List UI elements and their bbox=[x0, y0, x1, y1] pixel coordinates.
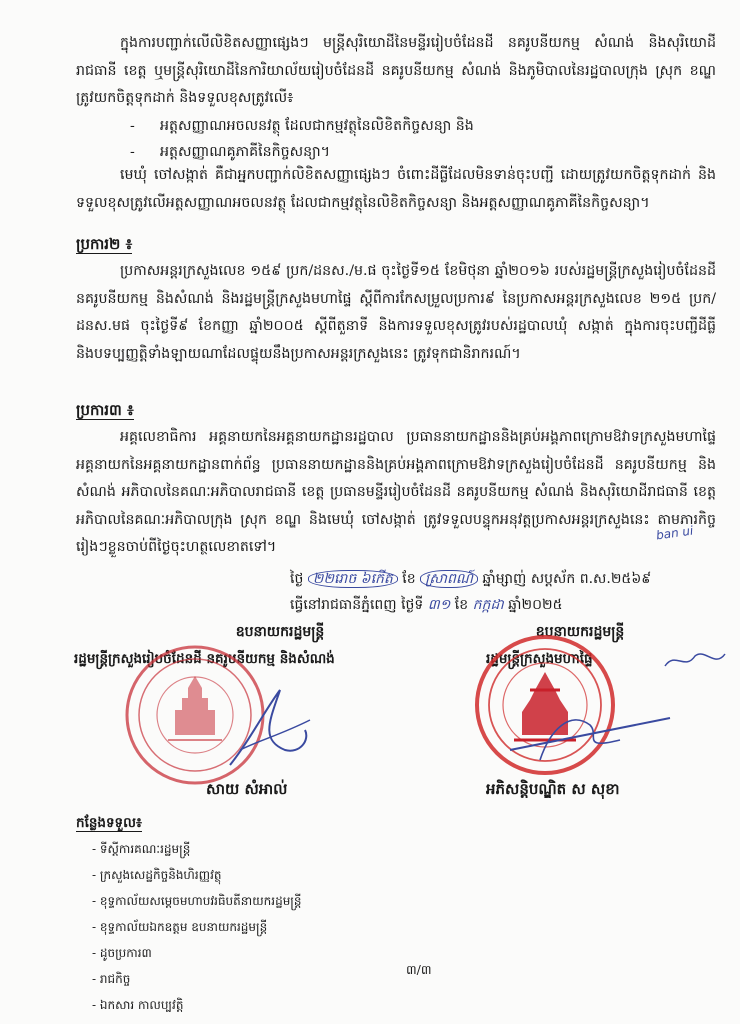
recipients-list bbox=[92, 836, 302, 1018]
recipient-item: - រាជកិច្ច bbox=[92, 966, 302, 992]
paragraph-1: ក្នុងការបញ្ជាក់លើលិខិតសញ្ញាផ្សេងៗ មន្ត្រីសុរិយោដីនៃមន្ទីររៀបចំដែនដី នគរូបនីយកម្ម សំណង់ និងសុរិយោដីរាជធានី ខេត្ត ឬមន្ត្រីសុរិយោដីនៃការិយាល័យរៀបចំដែនដី នគរូបនីយកម្ម សំណង់ និងភូមិបាលនៃរដ្ឋបាលក្រុង ស្រុក ខណ្ឌ ត្រូវយកចិត្តទុកដាក់ និងទទួលខុសត្រូវលើ៖ bbox=[76, 35, 716, 106]
recipient-item: - ទីស្តីការគណៈរដ្ឋមន្ត្រី bbox=[92, 836, 302, 862]
article-3-label: ប្រការ៣ ៖ bbox=[76, 401, 134, 419]
lunar-date-line: ថ្ងៃ ២២រោច ៦កើត ខែ ស្រាពណ៍ ឆ្នាំម្សាញ់ សប្តស័ក ព.ស.២៥៦៩ bbox=[290, 571, 652, 587]
article-3-heading bbox=[76, 398, 134, 422]
solar-day-handwritten: ៣១ bbox=[427, 597, 451, 613]
right-signatory-name: អភិសន្តិបណ្ឌិត ស សុខា bbox=[486, 780, 620, 798]
recipient-item: - ក្រសួងសេដ្ឋកិច្ចនិងហិរញ្ញវត្ថុ bbox=[92, 862, 302, 888]
paragraph-3: ប្រកាសអន្តរក្រសួងលេខ ១៥៩ ប្រក/ដនស./ម.ផ ចុះថ្ងៃទី១៥ ខែមិថុនា ឆ្នាំ២០១៦ របស់រដ្ឋមន្ត្រីក្រសួងរៀបចំដែនដី នគរូបនីយកម្ម និងសំណង់ និងរដ្ឋមន្ត្រីក្រសួងមហាផ្ទៃ ស្តីពីការកែសម្រួលប្រការ៩ នៃប្រកាសអន្តរក្រសួងលេខ ២១៥ ប្រក/ដនស.មផ ចុះថ្ងៃទី៩ ខែកញ្ញា ឆ្នាំ២០០៥ ស្តីពីតួនាទី និងការទទួលខុសត្រូវរបស់រដ្ឋបាលឃុំ សង្កាត់ ក្នុងការចុះបញ្ជីដីធ្លី និងបទប្បញ្ញត្តិទាំងឡាយណាដែលផ្ទុយនឹងប្រកាសអន្តរក្រសួងនេះ ត្រូវទុកជានិរាករណ៍។ bbox=[76, 263, 716, 362]
bullet-text-2: អត្តសញ្ញាណគូភាគីនៃកិច្ចសន្យា។ bbox=[160, 144, 331, 160]
recipients-heading: កន្លែងទទួល៖ bbox=[76, 815, 142, 831]
bullet-item-1: - អត្តសញ្ញាណអចលនវត្ថុ ដែលជាកម្មវត្ថុនៃលិខិតកិច្ចសន្យា និង bbox=[130, 118, 474, 134]
recipient-item: - ដូចប្រការ៣ bbox=[92, 940, 302, 966]
article-2-heading bbox=[76, 232, 132, 256]
paragraph-4: អគ្គលេខាធិការ អគ្គនាយកនៃអគ្គនាយកដ្ឋានរដ្ឋបាល ប្រធាននាយកដ្ឋាននិងគ្រប់អង្គភាពក្រោមឱវាទក្រសួងមហាផ្ទៃ អគ្គនាយកនៃអគ្គនាយកដ្ឋានពាក់ព័ន្ធ ប្រធាននាយកដ្ឋាននិងគ្រប់អង្គភាពក្រោមឱវាទក្រសួងរៀបចំដែនដី នគរូបនីយកម្ម និងសំណង់ អភិបាលនៃគណៈអភិបាលរាជធានី ខេត្ត ប្រធានមន្ទីររៀបចំដែនដី នគរូបនីយកម្ម សំណង់ និងសុរិយោដីរាជធានី ខេត្ត អភិបាលនៃគណៈអភិបាលក្រុង ស្រុក ខណ្ឌ និងមេឃុំ ចៅសង្កាត់ ត្រូវទទួលបន្ទុកអនុវត្តប្រកាសអន្តរក្រសួងនេះ តាមភារកិច្ចរៀងៗខ្លួនចាប់ពីថ្ងៃចុះហត្ថលេខាតទៅ។ bbox=[76, 429, 716, 555]
margin-handwritten-note: ban ui bbox=[655, 523, 695, 543]
bullet-item-2: - អត្តសញ្ញាណគូភាគីនៃកិច្ចសន្យា។ bbox=[130, 144, 331, 160]
solar-date-line: ធ្វើនៅរាជធានីភ្នំពេញ ថ្ងៃទី ៣១ ខែ កក្កដា ឆ្នាំ២០២៥ bbox=[290, 597, 563, 613]
left-ministry-name: រដ្ឋមន្ត្រីក្រសួងរៀបចំដែនដី នគរូបនីយកម្ម និងសំណង់ bbox=[74, 651, 335, 667]
page-number: ៣/៣ bbox=[406, 962, 432, 977]
right-ministry-name: រដ្ឋមន្ត្រីក្រសួងមហាផ្ទៃ bbox=[486, 651, 593, 667]
right-initial-icon bbox=[660, 646, 730, 676]
left-signatory-title: ឧបនាយករដ្ឋមន្ត្រី bbox=[235, 624, 325, 640]
right-signatory-title: ឧបនាយករដ្ឋមន្ត្រី bbox=[535, 624, 625, 640]
recipient-item: - ឯកសារ កាលប្បវត្តិ bbox=[92, 992, 302, 1018]
recipient-item: - ខុទ្ទកាល័យសម្តេចមហាបវរធិបតីនាយករដ្ឋមន្ត្រី bbox=[92, 888, 302, 914]
paragraph-2: មេឃុំ ចៅសង្កាត់ គឺជាអ្នកបញ្ជាក់លិខិតសញ្ញាផ្សេងៗ ចំពោះដីធ្លីដែលមិនទាន់ចុះបញ្ជី ដោយត្រូវយកចិត្តទុកដាក់ និងទទួលខុសត្រូវលើអត្តសញ្ញាណអចលនវត្ថុ ដែលជាកម្មវត្ថុនៃលិខិតកិច្ចសន្យា និងអត្តសញ្ញាណគូភាគីនៃកិច្ចសន្យា។ bbox=[76, 167, 716, 211]
left-signature-icon bbox=[210, 680, 330, 780]
solar-month-handwritten: កក្កដា bbox=[472, 597, 504, 613]
article-2-label: ប្រការ២ ៖ bbox=[76, 235, 133, 253]
bullet-text-1: អត្តសញ្ញាណអចលនវត្ថុ ដែលជាកម្មវត្ថុនៃលិខិតកិច្ចសន្យា និង bbox=[160, 118, 474, 134]
recipient-item: - ខុទ្ទកាល័យឯកឧត្តម ឧបនាយករដ្ឋមន្ត្រី bbox=[92, 914, 302, 940]
lunar-month-handwritten: ស្រាពណ៍ bbox=[420, 570, 478, 588]
lunar-day-handwritten: ២២រោច ៦កើត bbox=[308, 570, 398, 588]
right-signature-icon bbox=[500, 690, 680, 770]
left-signatory-name: សាយ សំអាល់ bbox=[206, 780, 288, 798]
